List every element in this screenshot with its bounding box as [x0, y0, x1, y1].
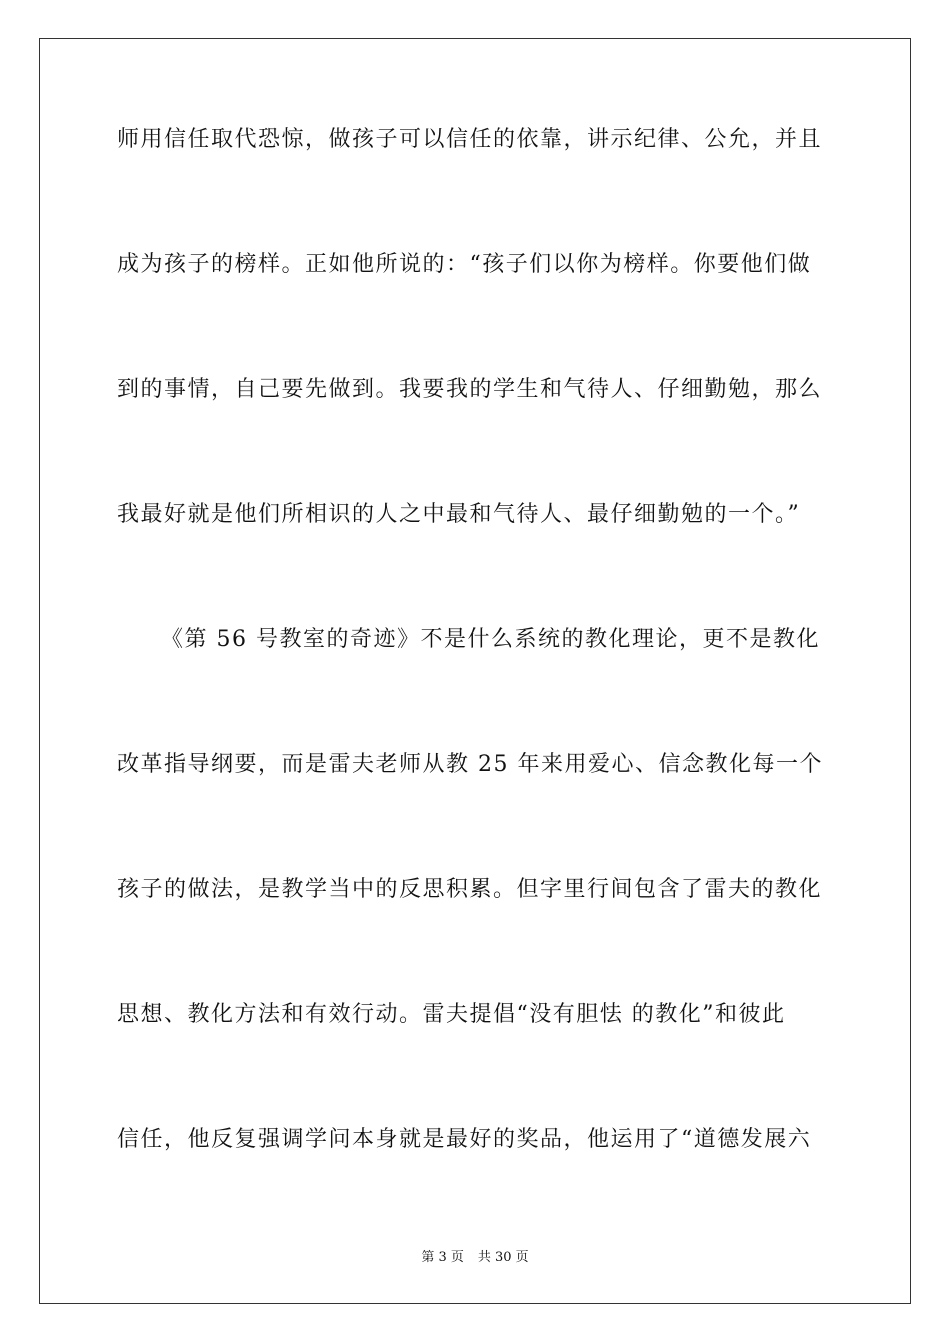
text-line: 成为孩子的榜样。正如他所说的：“孩子们以你为榜样。你要他们做: [117, 252, 812, 277]
page-number: 第 3 页: [421, 1250, 464, 1265]
text-line: 师用信任取代恐惊，做孩子可以信任的依靠，讲示纪律、公允，并且: [117, 127, 823, 152]
text-line: 到的事情，自己要先做到。我要我的学生和气待人、仔细勤勉，那么: [117, 377, 823, 402]
text-line: 《第 56 号教室的奇迹》不是什么系统的教化理论，更不是教化: [161, 627, 820, 652]
text-line: 孩子的做法，是教学当中的反思积累。但字里行间包含了雷夫的教化: [117, 877, 823, 902]
page-footer: [0, 1246, 950, 1265]
text-line: 信任，他反复强调学问本身就是最好的奖品，他运用了“道德发展六: [117, 1127, 812, 1152]
page-border: [39, 38, 911, 1304]
text-line: 思想、教化方法和有效行动。雷夫提倡“没有胆怯 的教化”和彼此: [117, 1002, 786, 1027]
text-line: 改革指导纲要，而是雷夫老师从教 25 年来用爱心、信念教化每一个: [117, 752, 823, 777]
text-line: 我最好就是他们所相识的人之中最和气待人、最仔细勤勉的一个。”: [117, 502, 801, 527]
page-total: 共 30 页: [477, 1250, 529, 1265]
